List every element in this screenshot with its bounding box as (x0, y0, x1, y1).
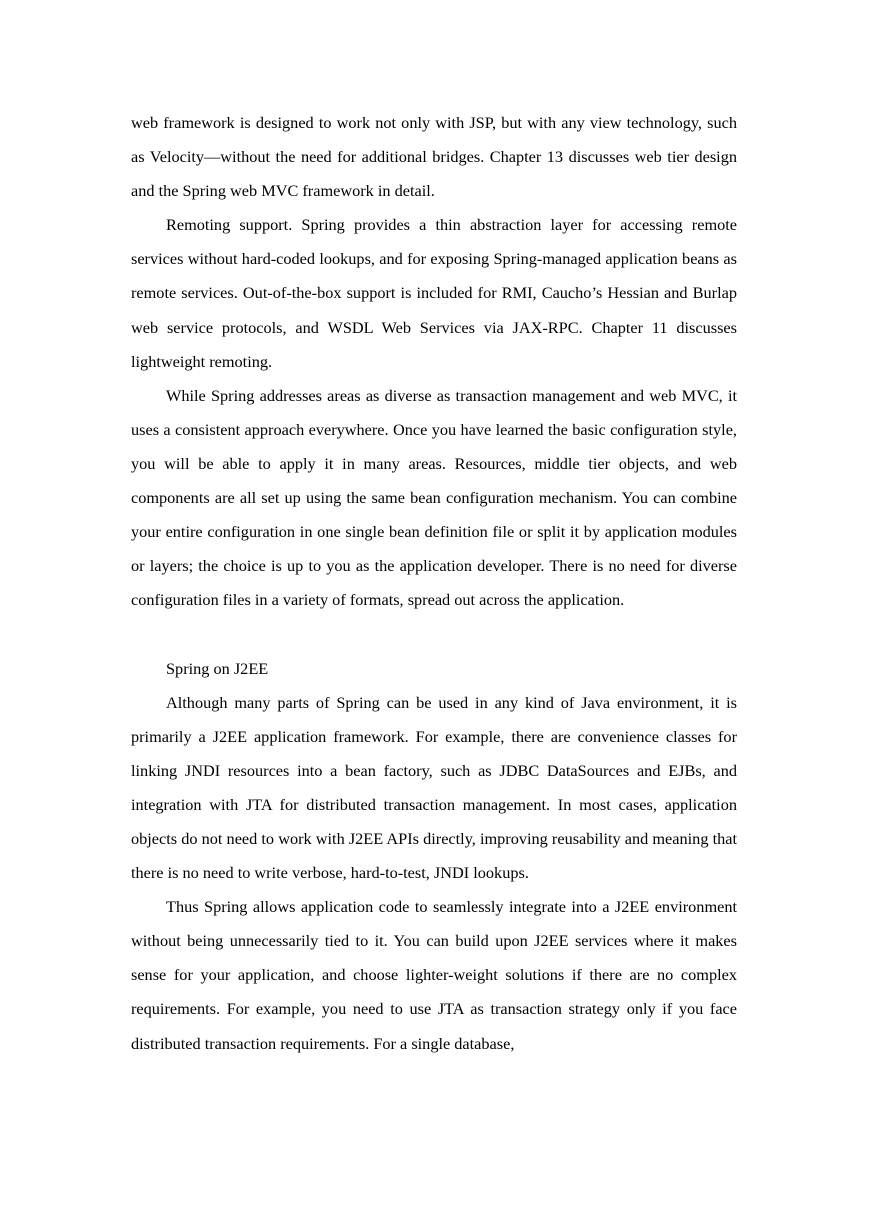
paragraph-spring-j2ee-framework: Although many parts of Spring can be used in any kind of Java environment, it is primarily a J2EE application framework. For example, there are convenience classes for linking JNDI resources into a bean factory, such as JDBC DataSources and EJBs, and integration with JTA for distributed transaction management. In most cases, application objects do not need to work with J2EE APIs directly, improving reusability and meaning that there is no need to write verbose, hard-to-test, JNDI lookups. (131, 692, 737, 883)
paragraph-web-framework: web framework is designed to work not only with JSP, but with any view technology, such as Velocity—without the need for additional bridges. Chapter 13 discusses web tier design and the Spring web MVC framework in detail. (131, 113, 737, 201)
document-page (131, 106, 737, 1061)
paragraph-remoting-support: Remoting support. Spring provides a thin abstraction layer for accessing remote services without hard-coded lookups, and for exposing Spring-managed application beans as remote services. Out-of-the-box support is included for RMI, Caucho’s Hessian and Burlap web service protocols, and WSDL Web Services via JAX-RPC. Chapter 11 discusses lightweight remoting. (131, 215, 737, 371)
section-heading: Spring on J2EE (166, 658, 269, 678)
paragraph-seamless-integration: Thus Spring allows application code to seamlessly integrate into a J2EE environment without being unnecessarily tied to it. You can build upon J2EE services where it makes sense for your application, and choose lighter-weight solutions if there are no complex requirements. For example, you need to use JTA as transaction strategy only if you face distributed transaction requirements. For a single database, (131, 897, 737, 1053)
paragraph-consistent-approach: While Spring addresses areas as diverse as transaction management and web MVC, it uses a consistent approach everywhere. Once you have learned the basic configuration style, you will be able to apply it in many areas. Resources, middle tier objects, and web components are all set up using the same bean configuration mechanism. You can combine your entire configuration in one single bean definition file or split it by application modules or layers; the choice is up to you as the application developer. There is no need for diverse configuration files in a variety of formats, spread out across the application. (131, 385, 737, 610)
blank-line (131, 617, 737, 651)
